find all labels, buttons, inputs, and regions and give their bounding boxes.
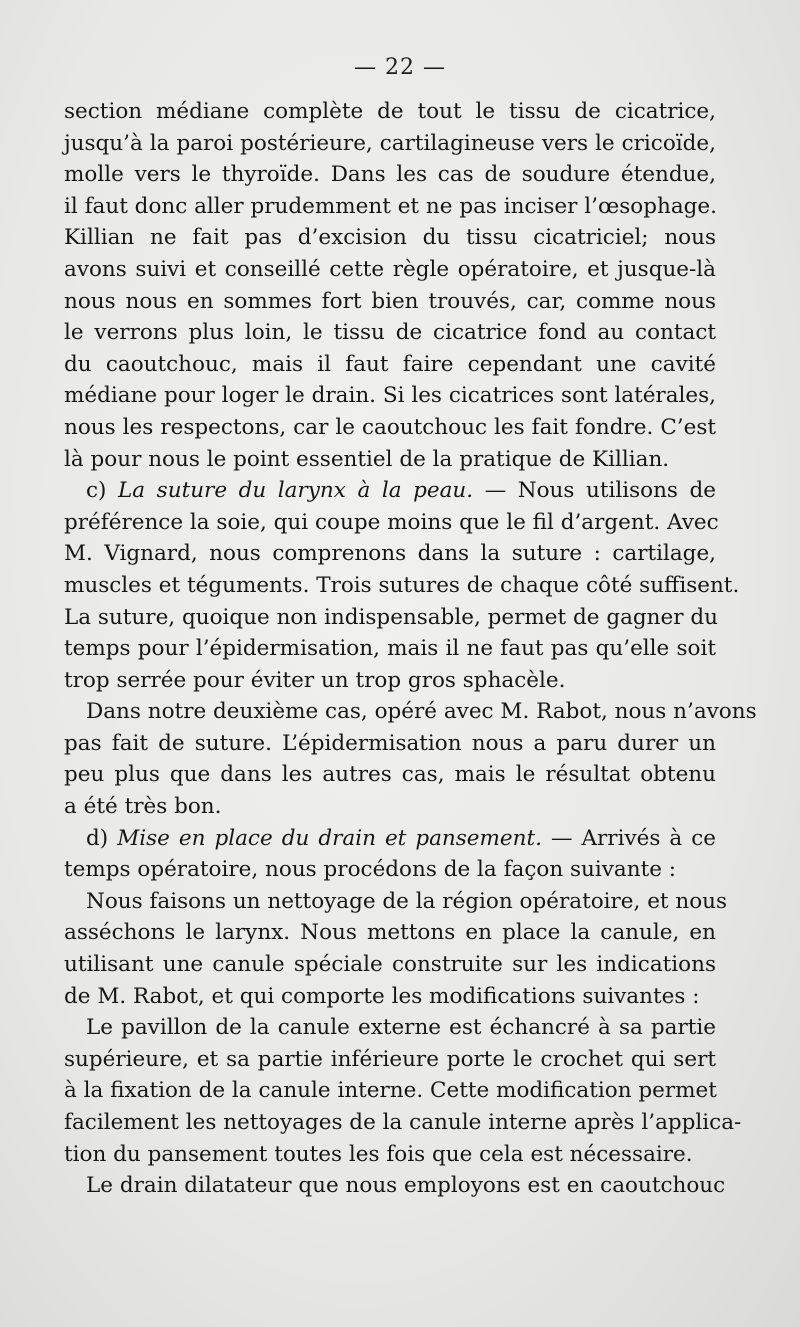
text-line: préférence la soie, qui coupe moins que le fil d’argent. Avec bbox=[64, 509, 719, 535]
text-line: nous les respectons, car le caoutchouc les fait fondre. C’est bbox=[64, 414, 716, 440]
list-marker: d) bbox=[86, 825, 118, 851]
line-text: — Arrivés à ce bbox=[541, 825, 716, 851]
text-line: muscles et téguments. Trois sutures de chaque côté suffisent. bbox=[64, 572, 740, 598]
text-line: Killian ne fait pas d’excision du tissu cicatriciel; nous bbox=[64, 225, 716, 251]
text-line: médiane pour loger le drain. Si les cicatrices sont latérales, bbox=[64, 383, 716, 409]
text-line bbox=[64, 823, 716, 855]
text-line: facilement les nettoyages de la canule interne après l’applica- bbox=[64, 1110, 742, 1135]
text-line: a été très bon. bbox=[64, 794, 222, 820]
text-line: de M. Rabot, et qui comporte les modifications suivantes : bbox=[64, 983, 700, 1009]
section-heading-italic: Mise en place du drain et pansement. bbox=[117, 825, 542, 851]
text-line: utilisant une canule spéciale construite sur les indications bbox=[64, 952, 716, 978]
text-line: molle vers le thyroïde. Dans les cas de soudure étendue, bbox=[64, 162, 716, 188]
list-marker: c) bbox=[86, 478, 119, 504]
text-line: Nous faisons un nettoyage de la région opératoire, et nous bbox=[86, 888, 728, 914]
text-line: Le pavillon de la canule externe est échancré à sa partie bbox=[86, 1015, 716, 1041]
text-line: jusqu’à la paroi postérieure, cartilagineuse vers le cricoïde, bbox=[64, 130, 716, 156]
text-line: temps opératoire, nous procédons de la façon suivante : bbox=[64, 857, 677, 883]
text-line: Le drain dilatateur que nous employons est en caoutchouc bbox=[86, 1173, 726, 1199]
text-line: temps pour l’épidermisation, mais il ne faut pas qu’elle soit bbox=[64, 636, 716, 662]
text-line: avons suivi et conseillé cette règle opératoire, et jusque-là bbox=[64, 256, 716, 282]
page-number: — 22 — bbox=[354, 55, 446, 80]
text-line: Dans notre deuxième cas, opéré avec M. Rabot, nous n’avons bbox=[86, 699, 757, 725]
text-line: M. Vignard, nous comprenons dans la suture : cartilage, bbox=[64, 541, 716, 567]
body-text bbox=[64, 96, 757, 1202]
text-line: il faut donc aller prudemment et ne pas inciser l’œsophage. bbox=[64, 193, 717, 219]
text-line: asséchons le larynx. Nous mettons en place la canule, en bbox=[64, 920, 716, 946]
text-line: peu plus que dans les autres cas, mais le résultat obtenu bbox=[64, 762, 716, 788]
text-line: nous nous en sommes fort bien trouvés, car, comme nous bbox=[64, 288, 716, 314]
section-heading-italic: La suture du larynx à la peau. bbox=[118, 478, 474, 504]
text-line: à la fixation de la canule interne. Cette modification permet bbox=[64, 1078, 717, 1104]
text-line: le verrons plus loin, le tissu de cicatrice fond au contact bbox=[64, 320, 716, 346]
text-line bbox=[64, 475, 716, 507]
text-line: tion du pansement toutes les fois que cela est nécessaire. bbox=[64, 1141, 693, 1167]
text-line: La suture, quoique non indispensable, permet de gagner du bbox=[64, 604, 718, 630]
line-text: — Nous utilisons de bbox=[473, 478, 717, 504]
text-line: là pour nous le point essentiel de la pratique de Killian. bbox=[64, 446, 670, 472]
text-line: pas fait de suture. L’épidermisation nous a paru durer un bbox=[64, 730, 716, 756]
text-line: supérieure, et sa partie inférieure porte le crochet qui sert bbox=[64, 1046, 716, 1072]
text-line: trop serrée pour éviter un trop gros sphacèle. bbox=[64, 667, 566, 693]
text-line: du caoutchouc, mais il faut faire cependant une cavité bbox=[64, 351, 716, 377]
text-line: section médiane complète de tout le tissu de cicatrice, bbox=[64, 99, 716, 124]
